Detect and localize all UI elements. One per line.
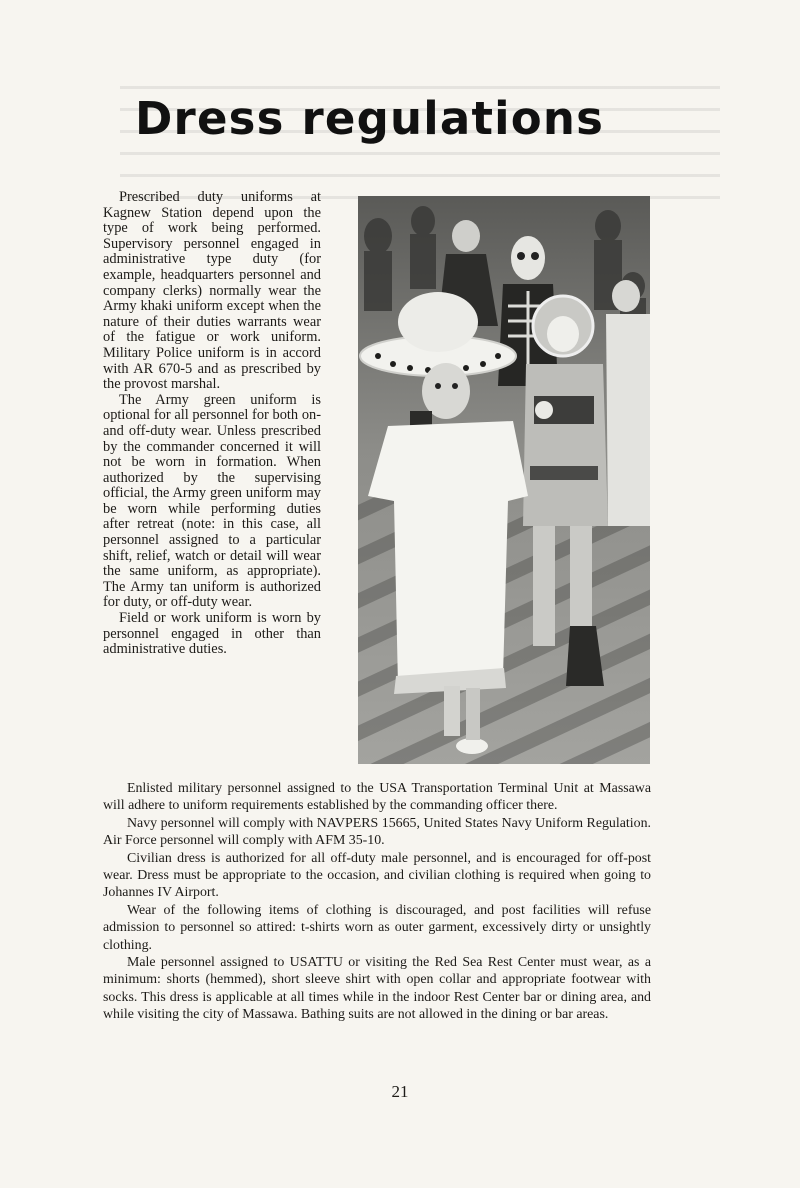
paragraph: Enlisted military personnel assigned to the USA Transportation Terminal Unit at Massawa will adhere to uniform requirements established by the commanding officer there.: [103, 781, 651, 814]
paragraph: Male personnel assigned to USATTU or visiting the Red Sea Rest Center must wear, as a minimum: shorts (hemmed), short sleeve shirt with open collar and appropriate footwear with socks. This dress is applicable at all times while in the indoor Rest Center bar or dining area, and while visiting the city of Massawa. Bathing suits are not allowed in the dining or bar areas.: [103, 955, 651, 1023]
full-width-text: [103, 780, 651, 1024]
photo-illustration: [358, 196, 650, 764]
page-number: 21: [391, 1082, 409, 1101]
costume-parade-photo: [358, 196, 650, 764]
paragraph: The Army green uniform is optional for all personnel for both on- and off-duty wear. Unless prescribed by the commander concerned it will not be worn in formation. When authorized by the supervising official, the Army green uniform may be worn while performing duties after retreat (note: in this case, all personnel assigned to a particular shift, relief, watch or detail will wear the same uniform, as appropriate). The Army tan uniform is authorized for duty, or off-duty wear.: [103, 391, 321, 611]
left-text-column: [103, 190, 321, 658]
paragraph: Civilian dress is authorized for all off-duty male personnel, and is encouraged for off-post wear. Dress must be appropriate to the occasion, and civilian clothing is required when going to Johannes IV Airport.: [103, 850, 651, 901]
paragraph: Prescribed duty uniforms at Kagnew Station depend upon the type of work being performed. Supervisory personnel engaged in administrative type duty (for example, headquarters personnel and company clerks) normally wear the Army khaki uniform except when the nature of their duties warrants wear of the fatigue or work uniform. Military Police uniform is in accord with AR 670-5 and as prescribed by the provost marshal.: [103, 189, 321, 393]
page-title: Dress regulations: [135, 92, 605, 145]
paragraph: Field or work uniform is worn by personnel engaged in other than administrative duties.: [103, 610, 321, 658]
paragraph: Navy personnel will comply with NAVPERS 15665, United States Navy Uniform Regulation. Air Force personnel will comply with AFM 35-10.: [103, 815, 651, 849]
paragraph: Wear of the following items of clothing is discouraged, and post facilities will refuse admission to personnel so attired: t-shirts worn as outer garment, excessively dirty or unsightly clothing.: [103, 902, 651, 953]
